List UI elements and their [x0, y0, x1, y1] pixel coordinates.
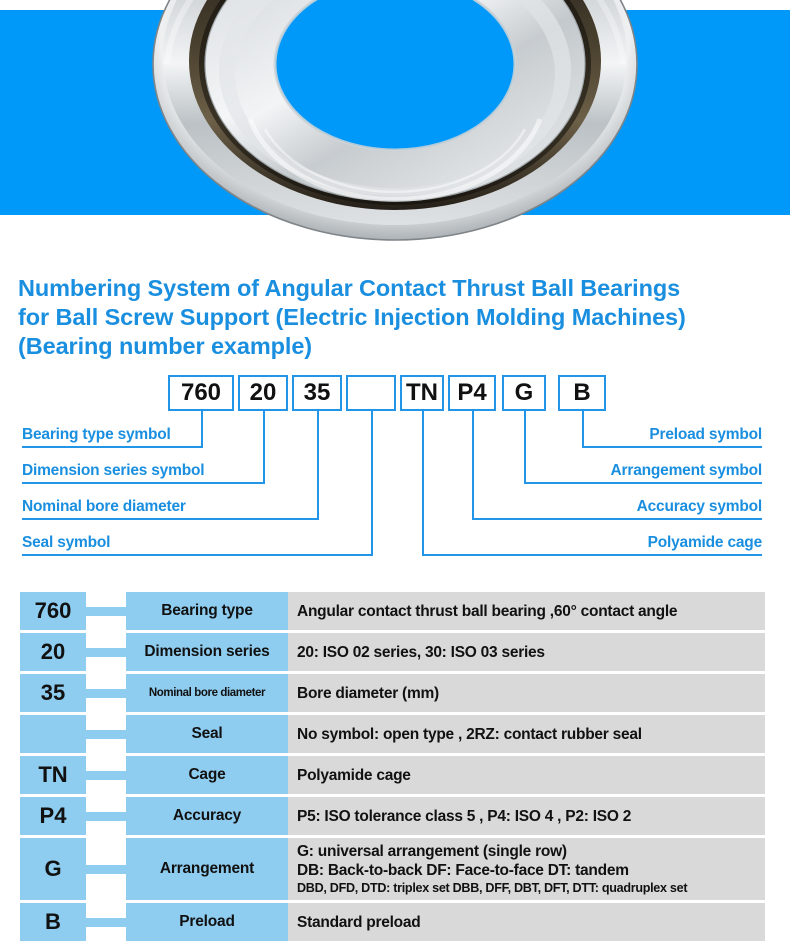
row-label-cell: Seal [126, 715, 288, 753]
row-label-cell: Cage [126, 756, 288, 794]
row-label-cell: Preload [126, 903, 288, 941]
row-code-cell: 20 [20, 633, 86, 671]
row-connector-bar [86, 918, 126, 927]
title-line-2: for Ball Screw Support (Electric Injection Molding Machines) [18, 304, 686, 330]
table-row [0, 903, 790, 944]
row-description-cell [288, 797, 765, 835]
row-connector-bar [86, 648, 126, 657]
description-line: P5: ISO tolerance class 5 , P4: ISO 4 , P2: ISO 2 [297, 807, 632, 825]
table-row [0, 756, 790, 797]
row-code-cell: G [20, 838, 86, 900]
row-label-cell: Dimension series [126, 633, 288, 671]
description-line: No symbol: open type , 2RZ: contact rubber seal [297, 725, 642, 743]
row-label-cell: Bearing type [126, 592, 288, 630]
row-label-cell: Accuracy [126, 797, 288, 835]
table-row [0, 715, 790, 756]
row-description-cell [288, 715, 765, 753]
row-code-cell: 760 [20, 592, 86, 630]
description-line: DBD, DFD, DTD: triplex set DBB, DFF, DBT, DFT, DTT: quadruplex set [297, 880, 688, 895]
code-box-1: 760 [168, 375, 234, 411]
row-connector-bar [86, 689, 126, 698]
leader-hline-right-1 [582, 446, 762, 448]
row-description-cell [288, 903, 765, 941]
row-code-cell [20, 715, 86, 753]
callout-right-2: Arrangement symbol [610, 462, 762, 479]
code-box-7: G [502, 375, 546, 411]
row-connector-bar [86, 607, 126, 616]
page-title [18, 274, 774, 361]
table-row [0, 674, 790, 715]
callout-right-1: Preload symbol [649, 426, 762, 443]
row-description-cell [288, 756, 765, 794]
description-line: Polyamide cage [297, 766, 411, 784]
row-code-cell: P4 [20, 797, 86, 835]
row-connector-bar [86, 771, 126, 780]
callout-left-4: Seal symbol [22, 534, 111, 551]
table-row [0, 592, 790, 633]
leader-vline-left-3 [317, 411, 319, 518]
numbering-system-table [0, 592, 790, 944]
description-line: Standard preload [297, 913, 421, 931]
leader-vline-right-4 [422, 411, 424, 554]
callout-right-3: Accuracy symbol [636, 498, 762, 515]
hero-banner [0, 0, 790, 252]
leader-vline-left-1 [201, 411, 203, 446]
title-line-1: Numbering System of Angular Contact Thrust Ball Bearings [18, 275, 681, 301]
leader-vline-left-4 [371, 411, 373, 554]
leader-hline-left-3 [22, 518, 319, 520]
bearing-photo [0, 0, 790, 254]
leader-hline-left-1 [22, 446, 203, 448]
code-box-4 [346, 375, 396, 411]
description-line: Bore diameter (mm) [297, 684, 439, 702]
callout-left-1: Bearing type symbol [22, 426, 171, 443]
code-box-3: 35 [292, 375, 342, 411]
table-row [0, 633, 790, 674]
leader-hline-right-3 [472, 518, 762, 520]
code-box-2: 20 [238, 375, 288, 411]
table-row [0, 797, 790, 838]
leader-hline-left-2 [22, 482, 265, 484]
bearing-number-boxes [0, 375, 790, 411]
description-line: Angular contact thrust ball bearing ,60° contact angle [297, 602, 678, 620]
leader-hline-right-4 [422, 554, 762, 556]
leader-hline-left-4 [22, 554, 373, 556]
row-code-cell: B [20, 903, 86, 941]
code-box-6: P4 [448, 375, 496, 411]
row-label-cell: Nominal bore diameter [126, 674, 288, 712]
leader-vline-left-2 [263, 411, 265, 482]
title-line-3: (Bearing number example) [18, 333, 313, 359]
row-description-cell [288, 633, 765, 671]
row-description-cell [288, 838, 765, 900]
callout-leader-lines [0, 411, 790, 581]
callout-left-3: Nominal bore diameter [22, 498, 186, 515]
row-label-cell: Arrangement [126, 838, 288, 900]
table-row [0, 838, 790, 903]
description-line: DB: Back-to-back DF: Face-to-face DT: tandem [297, 861, 629, 879]
row-description-cell [288, 592, 765, 630]
row-connector-bar [86, 730, 126, 739]
row-connector-bar [86, 812, 126, 821]
description-line: 20: ISO 02 series, 30: ISO 03 series [297, 643, 545, 661]
row-code-cell: 35 [20, 674, 86, 712]
row-code-cell: TN [20, 756, 86, 794]
callout-right-4: Polyamide cage [647, 534, 762, 551]
code-box-5: TN [400, 375, 444, 411]
leader-hline-right-2 [524, 482, 762, 484]
row-connector-bar [86, 865, 126, 874]
callout-left-2: Dimension series symbol [22, 462, 205, 479]
code-box-8: B [558, 375, 606, 411]
leader-vline-right-2 [524, 411, 526, 482]
row-description-cell [288, 674, 765, 712]
leader-vline-right-3 [472, 411, 474, 518]
description-line: G: universal arrangement (single row) [297, 842, 567, 860]
leader-vline-right-1 [582, 411, 584, 446]
